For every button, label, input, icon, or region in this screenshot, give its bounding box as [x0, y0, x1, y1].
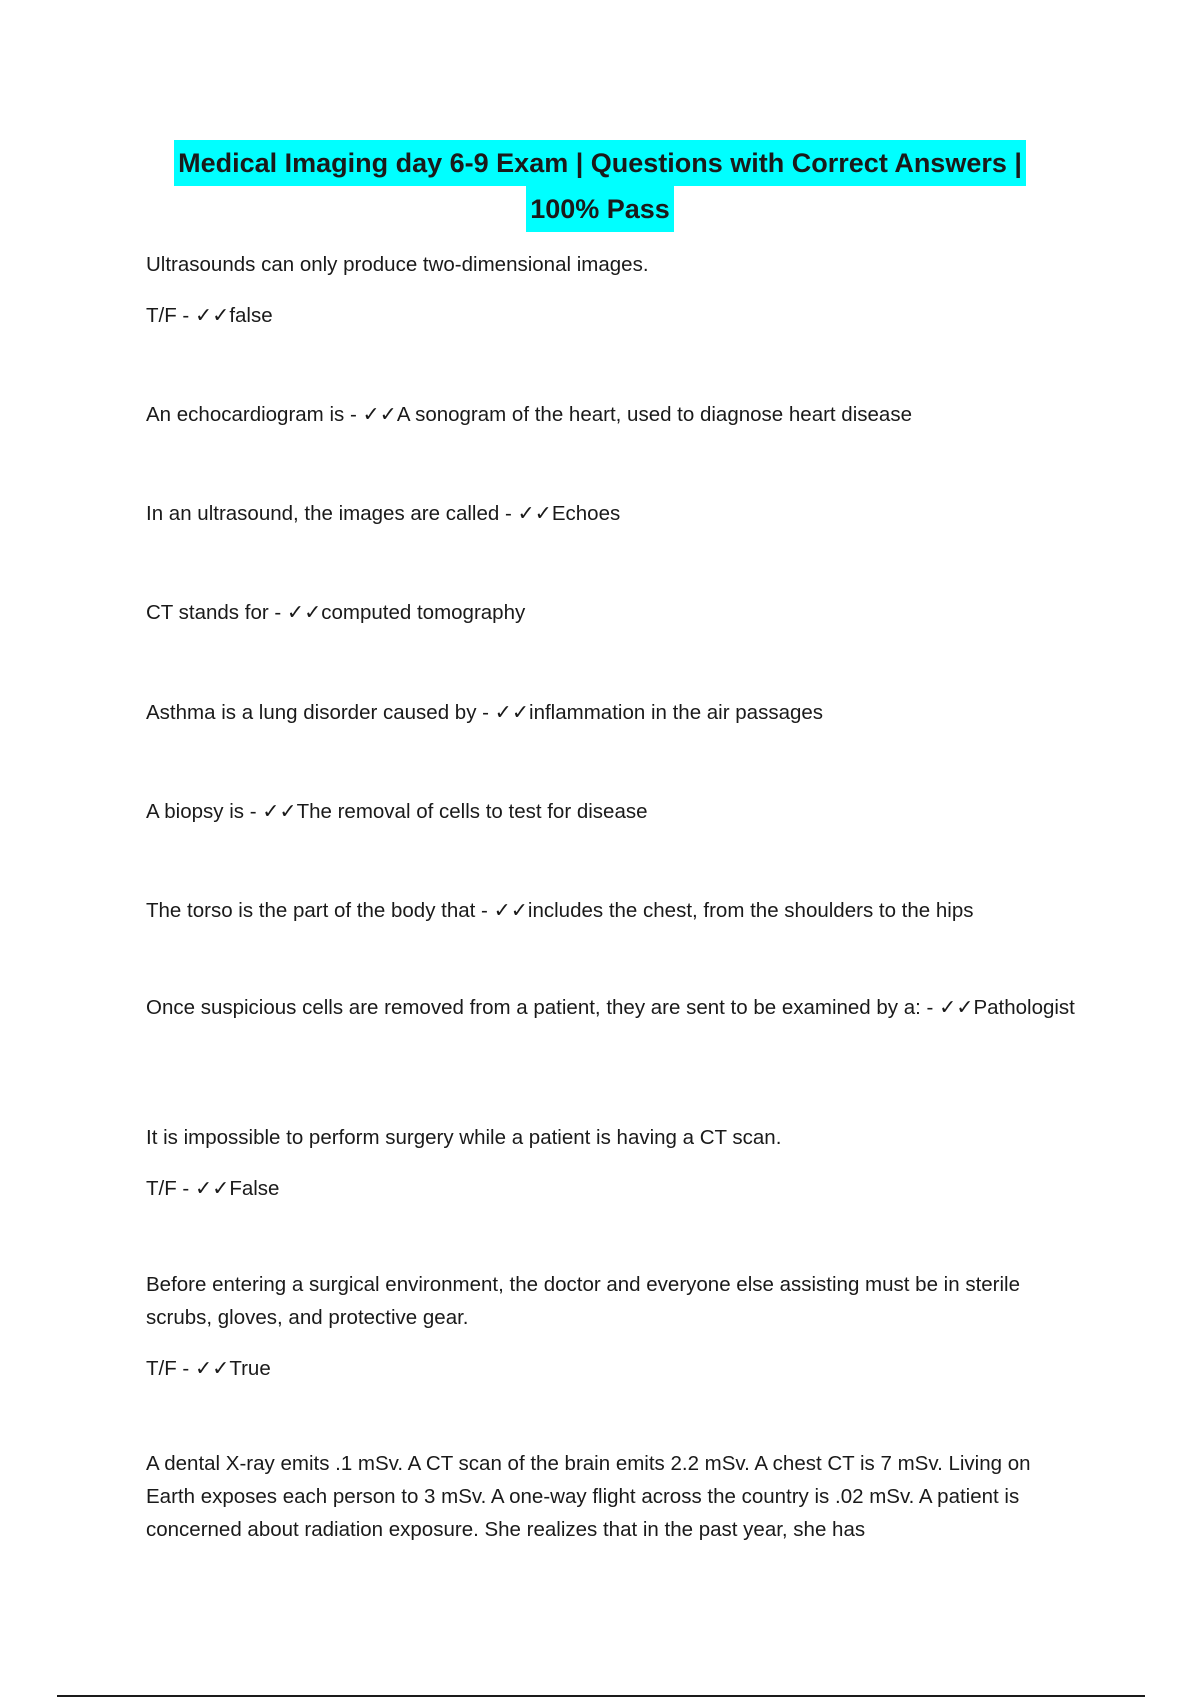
answer-line — [146, 497, 1076, 530]
qa-item — [146, 894, 1076, 927]
question-text: It is impossible to perform surgery while a patient is having a CT scan. — [146, 1126, 782, 1149]
qa-item — [146, 696, 1076, 729]
answer-text: includes the chest, from the shoulders to the hips — [527, 899, 974, 922]
answer-text: The removal of cells to test for disease — [296, 800, 648, 823]
question-text: The torso is the part of the body that - — [146, 899, 494, 922]
qa-item — [146, 795, 1076, 828]
double-check-icon: ✓✓ — [262, 799, 297, 823]
question-text: Asthma is a lung disorder caused by - — [146, 701, 495, 724]
document-title — [120, 140, 1080, 232]
answer-line — [146, 1172, 1076, 1205]
double-check-icon: ✓✓ — [194, 1356, 230, 1380]
qa-item — [146, 1447, 1076, 1546]
answer-text: false — [229, 304, 273, 327]
tf-prefix: T/F - — [146, 1177, 195, 1200]
question-text: Ultrasounds can only produce two-dimensional images. — [146, 253, 649, 276]
question-text: Once suspicious cells are removed from a patient, they are sent to be examined by a: - — [146, 996, 940, 1019]
answer-text: inflammation in the air passages — [529, 701, 824, 724]
answer-text: False — [229, 1177, 280, 1200]
title-line-2: 100% Pass — [526, 186, 674, 232]
tf-prefix: T/F - — [146, 304, 195, 327]
double-check-icon: ✓✓ — [194, 1176, 230, 1200]
question-text: Before entering a surgical environment, the doctor and everyone else assisting must be in sterile scrubs, gloves, and protective gear. — [146, 1273, 1021, 1329]
double-check-icon: ✓✓ — [939, 995, 974, 1019]
double-check-icon: ✓✓ — [286, 600, 322, 624]
double-check-icon: ✓✓ — [493, 898, 528, 922]
answer-text: True — [229, 1357, 271, 1380]
qa-item — [146, 1121, 1076, 1205]
double-check-icon: ✓✓ — [362, 402, 397, 426]
answer-line — [146, 398, 1076, 431]
qa-item — [146, 1268, 1076, 1385]
qa-item — [146, 398, 1076, 431]
qa-item — [146, 497, 1076, 530]
qa-item — [146, 991, 1076, 1024]
answer-line — [146, 596, 1076, 629]
answer-line — [146, 795, 1076, 828]
question-text: An echocardiogram is - — [146, 403, 363, 426]
question-text: CT stands for - — [146, 601, 287, 624]
answer-line — [146, 894, 1076, 927]
double-check-icon: ✓✓ — [517, 501, 552, 525]
question-text: In an ultrasound, the images are called - — [146, 502, 518, 525]
page-bottom-rule — [57, 1695, 1145, 1697]
answer-text: computed tomography — [321, 601, 526, 624]
answer-text: Echoes — [551, 502, 621, 525]
answer-line — [146, 991, 1076, 1024]
double-check-icon: ✓✓ — [194, 303, 230, 327]
answer-text: Pathologist — [973, 996, 1075, 1019]
qa-item — [146, 248, 1076, 332]
answer-line — [146, 696, 1076, 729]
answer-text: A sonogram of the heart, used to diagnose heart disease — [396, 403, 912, 426]
title-line-1: Medical Imaging day 6-9 Exam | Questions with Correct Answers | — [174, 140, 1026, 186]
question-text: A dental X-ray emits .1 mSv. A CT scan of the brain emits 2.2 mSv. A chest CT is 7 mSv. Living on Earth exposes each person to 3 mSv. A one-way flight across the country is .02 mSv. A patient is concerned about radiation exposure. She realizes that in the past year, she has — [146, 1452, 1031, 1541]
answer-line — [146, 1352, 1076, 1385]
answer-line — [146, 299, 1076, 332]
tf-prefix: T/F - — [146, 1357, 195, 1380]
question-text: A biopsy is - — [146, 800, 263, 823]
double-check-icon: ✓✓ — [494, 700, 530, 724]
qa-item — [146, 596, 1076, 629]
